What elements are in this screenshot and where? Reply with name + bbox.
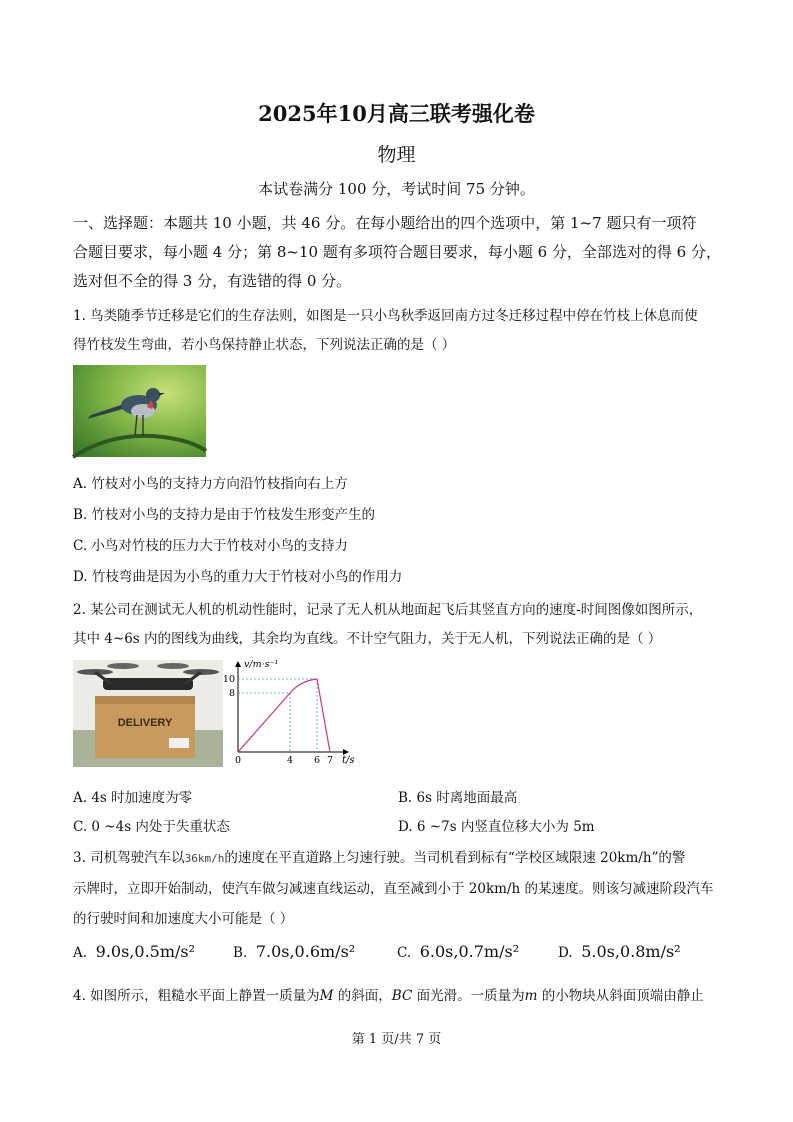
q4-stem-line-1: 4. 如图所示，粗糙水平面上静置一质量为M 的斜面，BC 面光滑。一质量为m 的小物块从斜面顶端由静止 — [73, 988, 704, 1004]
delivery-box-label: DELIVERY — [117, 717, 173, 729]
q1-option-a: A. 竹枝对小鸟的支持力方向沿竹枝指向右上方 — [73, 476, 348, 492]
q2-option-d: D. 6 ~7s 内竖直位移大小为 5m — [398, 819, 595, 835]
exam-info: 本试卷满分 100 分，考试时间 75 分钟。 — [258, 180, 535, 198]
graph-x-tick-7: 7 — [326, 755, 334, 766]
q3-stem-line-1 — [73, 846, 685, 866]
section-instructions-line-1: 一、选择题：本题共 10 小题，共 46 分。在每小题给出的四个选项中，第 1~7 题只有一项符 — [73, 214, 697, 232]
q3-stem-line-3: 的行驶时间和加速度大小可能是（ ） — [73, 911, 294, 927]
q3-option-d: D. 5.0s,0.8m/s² — [558, 942, 681, 961]
q3-speed-value: 36km/h — [184, 852, 225, 865]
q3-option-d-value: 5.0s,0.8m/s² — [581, 942, 681, 961]
graph-y-axis-label: v/m·s⁻¹ — [244, 659, 279, 670]
velocity-time-graph — [222, 656, 368, 768]
q1-option-b: B. 竹枝对小鸟的支持力是由于竹枝发生形变产生的 — [73, 507, 376, 523]
q3-option-a-value: 9.0s,0.5m/s² — [95, 942, 196, 961]
q2-option-a: A. 4s 时加速度为零 — [73, 790, 193, 806]
graph-x-tick-6: 6 — [313, 755, 321, 766]
q3-stem-suffix: 的速度在平直道路上匀速行驶。当司机看到标有“学校区域限速 20km/h”的警 — [224, 850, 686, 866]
q2-option-b: B. 6s 时离地面最高 — [398, 790, 518, 806]
delivery-drone-photo — [73, 660, 223, 767]
q3-stem-line-2: 示牌时，立即开始制动，使汽车做匀减速直线运动，直至减到小于 20km/h 的某速度。则该匀减速阶段汽车 — [73, 881, 714, 897]
q1-stem-line-1: 1. 鸟类随季节迁移是它们的生存法则，如图是一只小鸟秋季返回南方过冬迁移过程中停在竹枝上休息而使 — [73, 308, 698, 324]
q2-stem-line-2: 其中 4~6s 内的图线为曲线，其余均为直线。不计空气阻力，关于无人机，下列说法正确的是（ ） — [73, 631, 662, 647]
q3-option-b: B. 7.0s,0.6m/s² — [233, 942, 356, 961]
q4-mass-M: M — [319, 988, 334, 1004]
q3-option-b-value: 7.0s,0.6m/s² — [255, 942, 356, 961]
section-instructions-line-3: 选对但不全的得 3 分，有选错的得 0 分。 — [73, 272, 352, 290]
page-footer: 第 1 页/共 7 页 — [351, 1032, 442, 1047]
q4-face-BC: BC — [391, 988, 413, 1004]
q3-option-a: A. 9.0s,0.5m/s² — [73, 942, 196, 961]
q3-option-c: C. 6.0s,0.7m/s² — [397, 942, 520, 961]
graph-x-axis-label: t/s — [342, 755, 355, 766]
graph-y-tick-8: 8 — [228, 688, 235, 699]
bird-on-bamboo-photo — [73, 365, 206, 457]
q2-stem-line-1: 2. 某公司在测试无人机的机动性能时，记录了无人机从地面起飞后其竖直方向的速度-时间图像如图所示， — [73, 602, 703, 618]
q1-option-d: D. 竹枝弯曲是因为小鸟的重力大于竹枝对小鸟的作用力 — [73, 569, 403, 585]
q1-stem-line-2: 得竹枝发生弯曲，若小鸟保持静止状态，下列说法正确的是（ ） — [73, 337, 456, 353]
graph-x-tick-4: 4 — [286, 755, 294, 766]
section-instructions-line-2: 合题目要求，每小题 4 分；第 8~10 题有多项符合题目要求，每小题 6 分，全部选对的得 6 分， — [73, 243, 721, 261]
graph-velocity-curve — [238, 679, 330, 752]
exam-title: 2025年10月高三联考强化卷 — [258, 101, 535, 126]
exam-subject: 物理 — [377, 144, 416, 166]
q3-stem-prefix: 3. 司机驾驶汽车以 — [73, 850, 185, 866]
q2-option-c: C. 0 ~4s 内处于失重状态 — [73, 819, 230, 835]
graph-x-tick-0: 0 — [234, 755, 242, 766]
q4-mass-m: m — [524, 988, 538, 1004]
graph-y-tick-10: 10 — [222, 674, 235, 685]
q1-option-c: C. 小鸟对竹枝的压力大于竹枝对小鸟的支持力 — [73, 538, 348, 554]
q3-option-c-value: 6.0s,0.7m/s² — [419, 942, 520, 961]
